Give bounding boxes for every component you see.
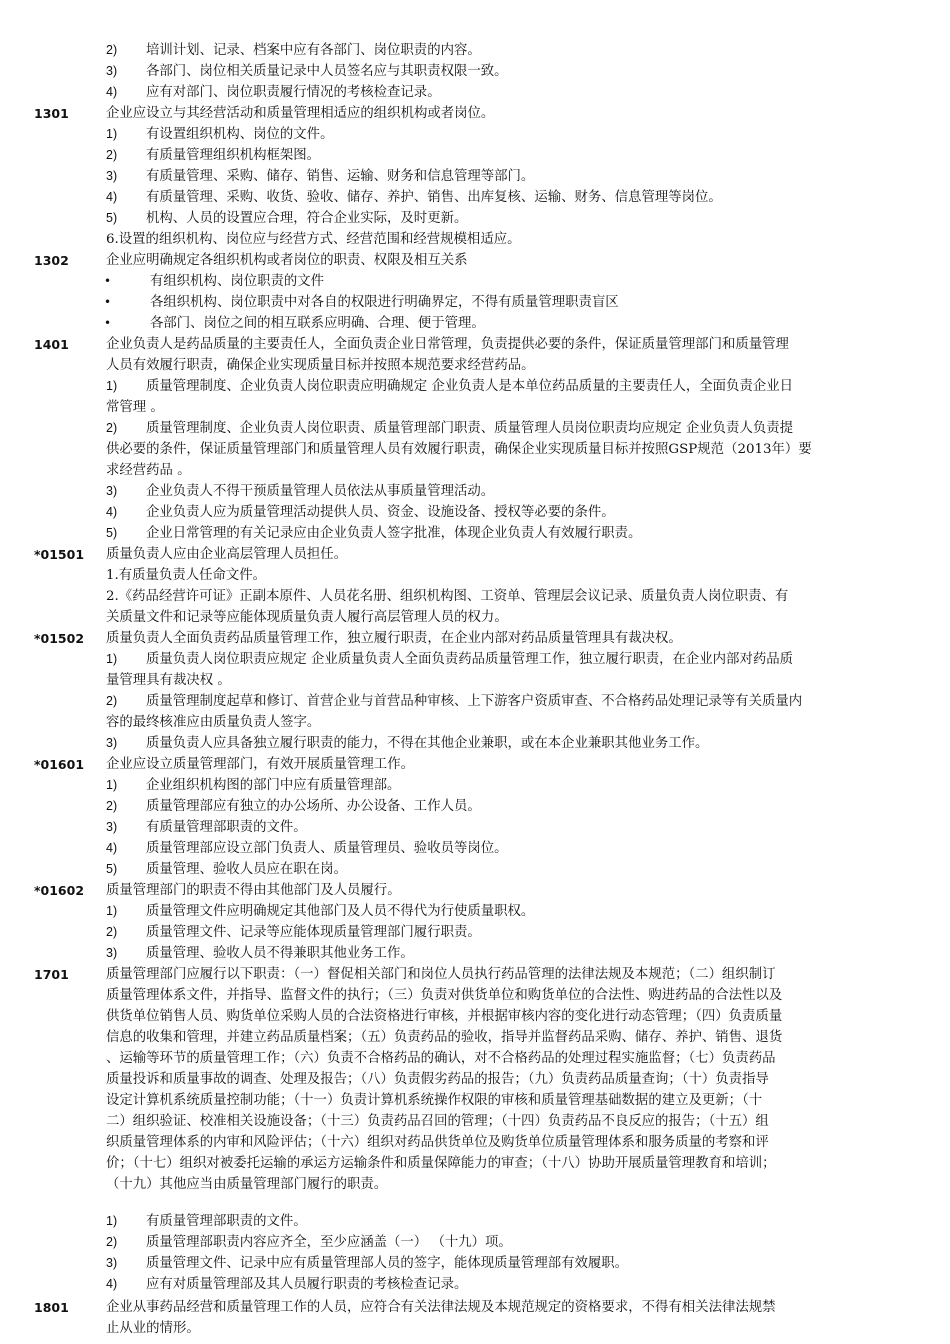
- bullet-icon: •: [104, 295, 112, 309]
- document-page: 2) 培训计划、记录、档案中应有各部门、岗位职责的内容。 3) 各部门、岗位相关质量记录中人员签名应与其职责权限一致。 4) 应有对部门、岗位职责履行情况的考核检查记录。 1301 企业应设立与其经营活动和质量管理相适应的组织机构或者岗位。 1) 有设置组织机构、岗位的文件。 2) 有质量管理组织机构框架图。 3) 有质量管理、采购、储存、销售、运输、财务和信息管理等部门。 4) 有质量管理、采购、收货、验收、储存、养护、销售、出库复核、运输、财务、信息管理等岗位。 5) 机构、人员的设置应合理，符合企业实际，及时更新。 6.设置的组织机构、岗位应与经营方式、经营范围和经营规模相适应。 1302 企业应明确规定各组织机构或者岗位的职责、权限及相互关系 • 有组织机构、岗位职责的文件 • 各组织机构、岗位职责中对各自的权限进行明确界定，不得有质量管理职责盲区 • 各部门、岗位之间的相互联系应明确、合理、便于管理。 1401 企业负责人是药品质量的主要责任人，全面负责企业日常管理，负责提供必要的条件，保证质量管理部门和质量管理 人员有效履行职责，确保企业实现质量目标并按照本规范要求经营药品。 1) 质量管理制度、企业负责人岗位职责应明确规定 企业负责人是本单位药品质量的主要责任人，全面负责企业日 常管理 。 2) 质量管理制度、企业负责人岗位职责、质量管理部门职责、质量管理人员岗位职责均应规定 企业负责人负责提 供必要的条件，保证质量管理部门和质量管理人员有效履行职责，确保企业实现质量目标并按照GSP规范（2013年）要 求经营药品 。 3) 企业负责人不得干预质量管理人员依法从事质量管理活动。 4) 企业负责人应为质量管理活动提供人员、资金、设施设备、授权等必要的条件。 5) 企业日常管理的有关记录应由企业负责人签字批准，体现企业负责人有效履行职责。 *01501 质量负责人应由企业高层管理人员担任。 1.有质量负责人任命文件。 2.《药品经营许可证》正副本原件、人员花名册、组织机构图、工资单、管理层会议记录、质量负责人岗位职责、有 关质量文件和记录等应能体现质量负责人履行高层管理人员的权力。 *01502 质量负责人全面负责药品质量管理工作，独立履行职责，在企业内部对药品质量管理具有裁决权。 1) 质量负责人岗位职责应规定 企业质量负责人全面负责药品质量管理工作，独立履行职责，在企业内部对药品质 量管理具有裁决权 。 2) 质量管理制度起草和修订、首营企业与首营品种审核、上下游客户资质审查、不合格药品处理记录等有关质量内 容的最终核准应由质量负责人签字。 3) 质量负责人应具备独立履行职责的能力，不得在其他企业兼职，或在本企业兼职其他业务工作。 *01601 企业应设立质量管理部门，有效开展质量管理工作。 1) 企业组织机构图的部门中应有质量管理部。 2) 质量管理部应有独立的办公场所、办公设备、工作人员。 3) 有质量管理部职责的文件。 4) 质量管理部应设立部门负责人、质量管理员、验收员等岗位。 5) 质量管理、验收人员应在职在岗。 *01602 质量管理部门的职责不得由其他部门及人员履行。 1) 质量管理文件应明确规定其他部门及人员不得代为行使质量职权。 2) 质量管理文件、记录等应能体现质量管理部门履行职责。 3) 质量管理、验收人员不得兼职其他业务工作。 1701 质量管理部门应履行以下职责：（一）督促相关部门和岗位人员执行药品管理的法律法规及本规范；（二）组织制订 质量管理体系文件，并指导、监督文件的执行；（三）负责对供货单位和购货单位的合法性、购进药品的合法性以及 供货单位销售人员、购货单位采购人员的合法资格进行审核，并根据审核内容的变化进行动态管理；（四）负责质量 信息的收集和管理，并建立药品质量档案；（五）负责药品的验收，指导并监督药品采购、储存、养护、销售、退货 、运输等环节的质量管理工作；（六）负责不合格药品的确认，对不合格药品的处理过程实施监督；（七）负责药品 质量投诉和质量事故的调查、处理及报告；（八）负责假劣药品的报告；（九）负责药品质量查询；（十）负责指导 设定计算机系统质量控制功能；（十一）负责计算机系统操作权限的审核和质量管理基础数据的建立及更新；（十 二）组织验证、校准相关设施设备；（十三）负责药品召回的管理；（十四）负责药品不良反应的报告；（十五）组 织质量管理体系的内审和风险评估；（十六）组织对药品供货单位及购货单位质量管理体系和服务质量的考察和评 价；（十七）组织对被委托运输的承运方运输条件和质量保障能力的审查；（十八）协助开展质量管理教育和培训； （十九）其他应当由质量管理部门履行的职责。 1) 有质量管理部职责的文件。 2) 质量管理部职责内容应齐全，至少应涵盖（一） （十九）项。 3) 质量管理文件、记录中应有质量管理部人员的签字，能体现质量管理部有效履职。 4) 应有对质量管理部及其人员履行职责的考核检查记录。 1801 企业从事药品经营和质量管理工作的人员，应符合有关法律法规及本规范规定的资格要求，不得有相关法律法规禁 止从业的情形。: [34, 43, 812, 1336]
- clause-code: 1302: [34, 253, 69, 268]
- clause-code: 1701: [34, 967, 69, 982]
- bullet-icon: •: [104, 274, 112, 288]
- clause-code: *01601: [34, 757, 85, 772]
- clause-code: 1401: [34, 337, 69, 352]
- clause-code: 1301: [34, 106, 69, 121]
- clause-code: *01501: [34, 547, 85, 562]
- clause-code: 1801: [34, 1300, 69, 1315]
- clause-code: *01502: [34, 631, 85, 646]
- clause-code: *01602: [34, 883, 85, 898]
- bullet-icon: •: [104, 316, 112, 330]
